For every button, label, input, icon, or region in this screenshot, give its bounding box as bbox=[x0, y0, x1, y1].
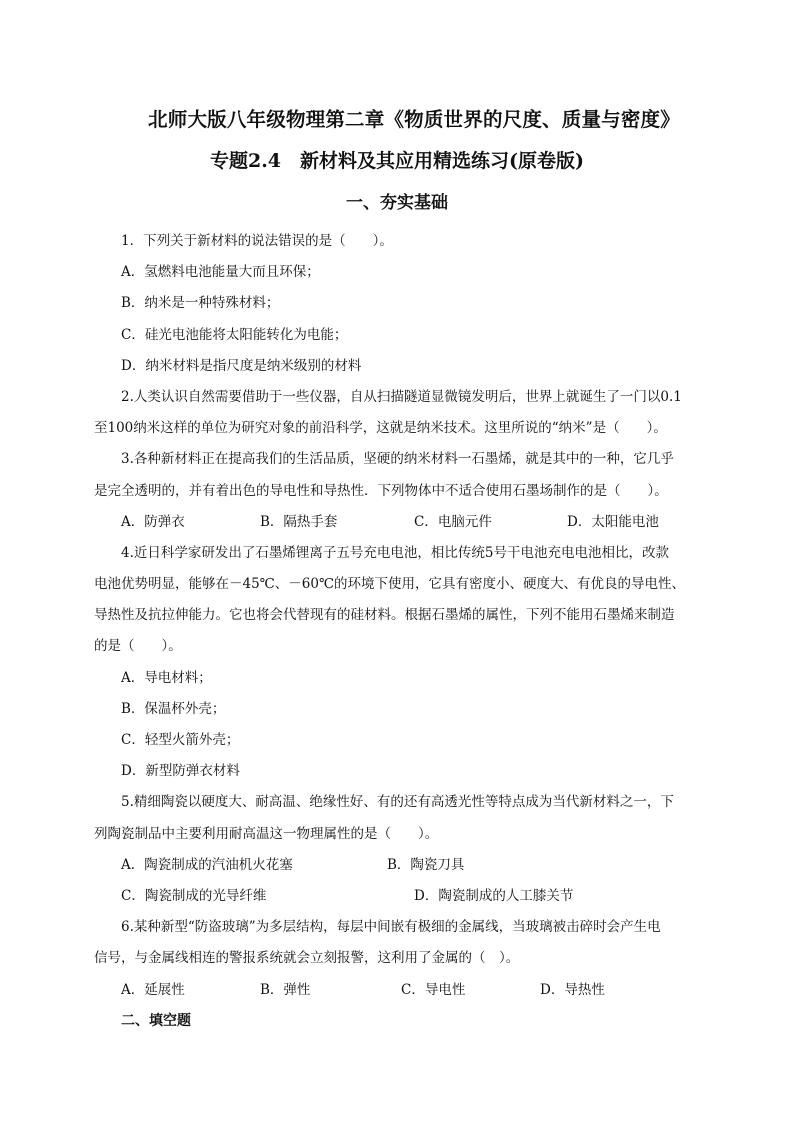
q5-options-row-2 bbox=[94, 881, 708, 912]
q3-option-b: B．隔热手套 bbox=[260, 513, 338, 530]
document-title: 北师大版八年级物理第二章《物质世界的尺度、质量与密度》 bbox=[148, 108, 680, 131]
q3-option-d: D．太阳能电池 bbox=[567, 513, 659, 530]
q6-option-d: D．导热性 bbox=[540, 981, 605, 998]
q4-option-a: A．导电材料； bbox=[121, 669, 212, 686]
q5-options-row-1 bbox=[94, 850, 708, 881]
q3-option-a: A．防弹衣 bbox=[121, 513, 185, 530]
question-list bbox=[94, 226, 708, 1037]
q5-line-1: 5.精细陶瓷以硬度大、耐高温、绝缘性好、有的还有高透光性等特点成为当代新材料之一，下 bbox=[121, 794, 674, 811]
q3-line-1: 3.各种新材料正在提高我们的生活品质，坚硬的纳米材料一石墨烯，就是其中的一种，它几乎 bbox=[121, 451, 674, 468]
q5-line-2: 列陶瓷制品中主要利用耐高温这一物理属性的是（ ）。 bbox=[94, 825, 439, 842]
q3-line-2: 是完全透明的，并有着出色的导电性和导热性．下列物体中不适合使用石墨场制作的是（ ）。 bbox=[94, 482, 668, 499]
section-heading-basics: 一、夯实基础 bbox=[346, 193, 448, 213]
q4-line-4: 的是（ ）。 bbox=[94, 638, 182, 655]
q1-option-a: A．氢燃料电池能量大而且环保； bbox=[121, 264, 320, 281]
q1-option-c: C．硅光电池能将太阳能转化为电能； bbox=[121, 326, 348, 343]
q4-option-d: D．新型防弹衣材料 bbox=[121, 763, 240, 780]
q2-line-1: 2.人类认识自然需要借助于一些仪器，自从扫描隧道显微镜发明后，世界上就诞生了一门以0.1 bbox=[121, 388, 682, 405]
q6-option-c: C．导电性 bbox=[401, 981, 466, 998]
q4-line-1: 4.近日科学家研发出了石墨烯锂离子五号充电电池，相比传统5号干电池充电电池相比，改款 bbox=[121, 544, 669, 561]
q1-option-d: D．纳米材料是指尺度是纳米级别的材料 bbox=[121, 357, 362, 374]
q3-option-c: C．电脑元件 bbox=[414, 513, 492, 530]
q5-option-d: D．陶瓷制成的人工膝关节 bbox=[414, 887, 574, 904]
q2-line-2: 至100纳米这样的单位为研究对象的前沿科学，这就是纳米技术。这里所说的“纳米”是（ ）。 bbox=[94, 420, 667, 437]
q6-option-b: B．弹性 bbox=[260, 981, 311, 998]
q6-option-a: A．延展性 bbox=[121, 981, 185, 998]
q5-option-b: B．陶瓷刀具 bbox=[387, 856, 465, 873]
q5-option-a: A．陶瓷制成的汽油机火花塞 bbox=[121, 856, 293, 873]
q6-line-2: 信号，与金属线相连的警报系统就会立刻报警，这利用了金属的（ ）。 bbox=[94, 950, 520, 967]
q5-option-c: C．陶瓷制成的光导纤维 bbox=[121, 887, 267, 904]
q3-options bbox=[94, 507, 708, 538]
q1-option-b: B．纳米是一种特殊材料； bbox=[121, 295, 280, 312]
q6-line-1: 6.某种新型“防盗玻璃”为多层结构，每层中间嵌有极细的金属线，当玻璃被击碎时会产生电 bbox=[121, 919, 661, 936]
document-subtitle: 专题2.4 新材料及其应用精选练习(原卷版) bbox=[209, 150, 585, 172]
q4-line-3: 导热性及抗拉伸能力。它也将会代替现有的硅材料。根据石墨烯的属性，下列不能用石墨烯来制造 bbox=[94, 607, 675, 624]
q1-stem: 1．下列关于新材料的说法错误的是（ ）。 bbox=[121, 233, 393, 249]
q4-line-2: 电池优势明显，能够在－45℃、－60℃的环境下使用，它具有密度小、硬度大、有优良的导电性、 bbox=[94, 576, 686, 593]
q4-option-c: C．轻型火箭外壳； bbox=[121, 732, 240, 748]
q6-options bbox=[94, 975, 708, 1006]
section-heading-fill-blank: 二、填空题 bbox=[121, 1012, 191, 1029]
q4-option-b: B．保温杯外壳； bbox=[121, 700, 226, 717]
